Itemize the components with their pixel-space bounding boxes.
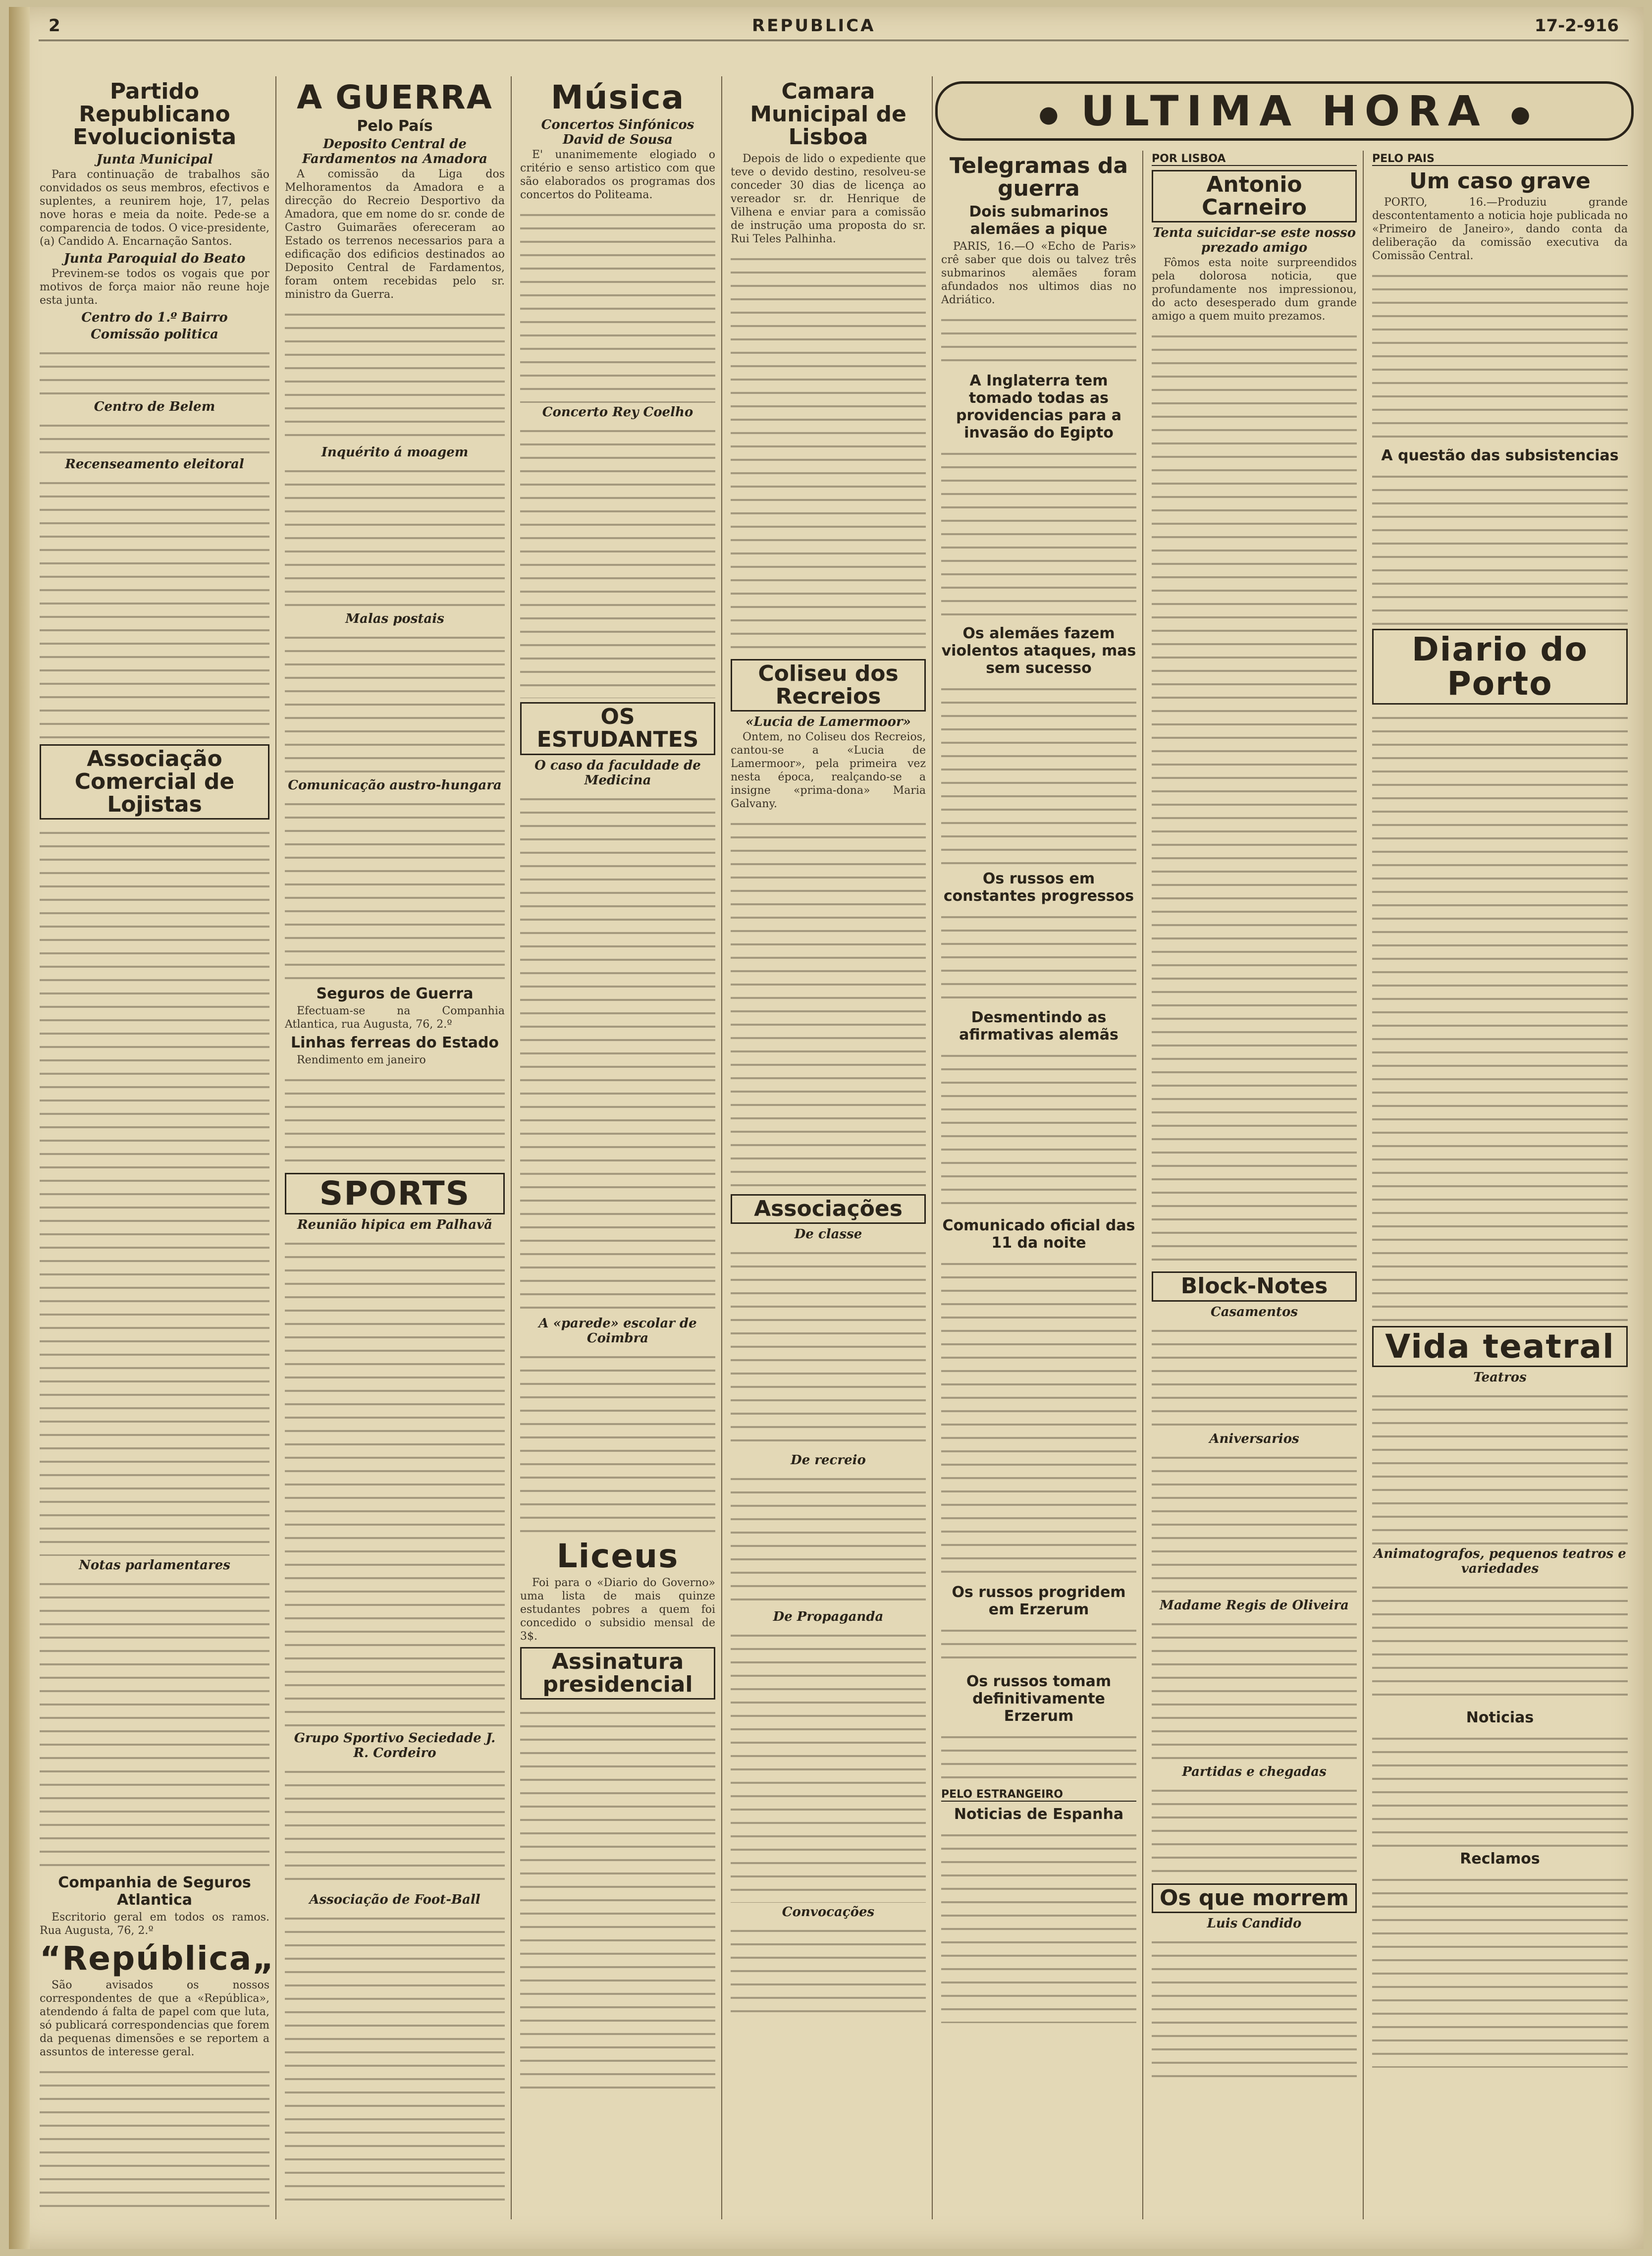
text-block (941, 1825, 1136, 2023)
theatre-headline: Vida teatral (1372, 1326, 1628, 1367)
subhead: Comissão politica (91, 327, 218, 342)
subhead: O caso da faculdade de Medicina (534, 758, 701, 788)
text-block (941, 907, 1136, 1006)
subhead: Os russos em constantes progressos (943, 870, 1134, 905)
article-text: PARIS, 16.—O «Echo de Paris» crê saber que dois ou talvez três submarinos alemães foram afundados nos ultimos dias no Adriático. (941, 240, 1136, 307)
subhead: A Inglaterra tem tomado todas as providencias para a invasão do Egipto (956, 372, 1121, 442)
subhead: Inquérito á moagem (321, 445, 469, 460)
article-text: Efectuam-se na Companhia Atlantica, rua Augusta, 76, 2.º (285, 1005, 505, 1031)
text-block (941, 310, 1136, 369)
text-block (285, 627, 505, 776)
subhead: Casamentos (1211, 1304, 1298, 1320)
text-block (731, 814, 926, 1190)
column-5 (935, 151, 1143, 2219)
subhead: De classe (794, 1227, 862, 1242)
liceus-headline: Liceus (556, 1537, 679, 1575)
article-headline: Associação Comercial de Lojistas (40, 744, 269, 820)
subhead: Madame Regis de Oliveira (1160, 1597, 1349, 1613)
associations-headline: Associações (731, 1194, 926, 1224)
newspaper-page (9, 7, 1644, 2249)
article-text: A comissão da Liga dos Melhoramentos da Amadora e a direcção do Recreio Desportivo da Amadora, que em nome do sr. conde de Castro Guimarães ofereceram ao Estado os terrenos necessarios para a edificação dos edificios destinados ao Deposito Central de Fardamentos, foram ontem recebidas pelo sr. ministro da Guerra. (285, 168, 505, 301)
text-block (1152, 1447, 1357, 1596)
text-block (285, 1233, 505, 1729)
council-headline: Camara Municipal de Lisboa (750, 79, 906, 150)
text-block (1372, 708, 1628, 1322)
text-block (941, 1254, 1136, 1581)
article-text: Escritorio geral em todos os ramos. Rua Augusta, 76, 2.º (40, 1911, 269, 1937)
subhead: Centro do 1.º Bairro (81, 310, 228, 325)
party-headline: Partido Republicano Evolucionista (72, 79, 237, 150)
subhead: De Propaganda (773, 1609, 884, 1625)
subhead: Associação de Foot-Ball (309, 1892, 480, 1907)
banner-title: ULTIMA HORA (1081, 87, 1488, 135)
text-block (520, 789, 715, 1314)
page-number: 2 (49, 16, 60, 36)
article-text: São avisados os nossos correspondentes de que a «República», atendendo á falta de papel com que luta, só publicará correspondencias que forem da pequenas dimensões e se reportem a assuntos de interesse geral. (40, 1979, 269, 2059)
column-2 (279, 76, 512, 2219)
page-binding-edge (9, 7, 30, 2249)
text-block (1372, 1728, 1628, 1847)
subhead: Convocações (782, 1905, 875, 1920)
subhead: Centro de Belem (94, 399, 215, 414)
text-block (40, 415, 269, 455)
article-text: Para continuação de trabalhos são convidados os seus membros, efectivos e suplentes, a reunirem hoje, 17, pelas nove horas e meia da noite. Pede-se a comparencia de todos. O vice-presidente, (a) Candido A. Encarnação Santos. (40, 168, 269, 248)
text-block (40, 1574, 269, 1871)
text-block (731, 249, 926, 655)
subhead: Noticias de Espanha (954, 1806, 1124, 1823)
subhead: Animatografos, pequenos teatros e variedades (1374, 1546, 1626, 1577)
text-block (285, 794, 505, 982)
text-block (941, 443, 1136, 622)
subhead: Os alemães fazem violentos ataques, mas sem sucesso (941, 625, 1136, 677)
article-text: Foi para o «Diario do Governo» uma lista de mais quinze estudantes pobres a quem foi concedido o subsidio mensal de 3$. (520, 1576, 715, 1643)
subhead: Desmentindo as afirmativas alemãs (959, 1009, 1119, 1044)
subhead: Reunião hipica em Palhavã (297, 1217, 493, 1232)
subhead: Tenta suicidar-se este nosso prezado amigo (1152, 225, 1356, 256)
obituary-headline: Os que morrem (1152, 1883, 1357, 1913)
text-block (40, 473, 269, 740)
subhead: Dois submarinos alemães a pique (969, 203, 1109, 238)
text-block (520, 1347, 715, 1535)
text-block (1152, 1614, 1357, 1762)
text-block (1372, 1386, 1628, 1544)
article-text: Ontem, no Coliseu dos Recreios, cantou-se a «Lucia de Lamermoor», pela primeira vez nesta época, realçando-se a insigne «prima-dona» Maria Galvany. (731, 730, 926, 810)
coliseu-headline: Coliseu dos Recreios (731, 659, 926, 712)
subhead: A «parede» escolar de Coimbra (538, 1316, 697, 1346)
article-text: PORTO, 16.—Produziu grande descontentamento a noticia hoje publicada no «Primeiro de Janeiro», dando conta da deliberação da comissão executiva da Comissão Central. (1372, 196, 1628, 263)
text-block (285, 1761, 505, 1890)
issue-date: 17-2-916 (1534, 16, 1619, 36)
subhead: Pelo País (357, 117, 433, 135)
section-label: PELO ESTRANGEIRO (941, 1788, 1136, 1802)
bullet-icon: ● (1038, 101, 1059, 128)
subhead: Seguros de Guerra (316, 985, 474, 1003)
text-block (941, 1620, 1136, 1670)
music-headline: Música (550, 78, 685, 116)
diario-porto-headline: Diario do Porto (1372, 629, 1628, 705)
column-7 (1366, 151, 1634, 2219)
signature-headline: Assinatura presidencial (520, 1647, 715, 1700)
subhead: Grupo Sportivo Seciedade J. R. Cordeiro (294, 1730, 496, 1761)
text-block (1152, 326, 1357, 1267)
subhead: Partidas e chegadas (1182, 1764, 1327, 1779)
column-3 (514, 76, 722, 2219)
text-block (941, 1727, 1136, 1786)
text-block (520, 205, 715, 403)
subhead: Deposito Central de Fardamentos na Amadora (302, 137, 487, 167)
subhead: Concertos Sinfónicos David de Sousa (541, 117, 694, 148)
column-6 (1146, 151, 1364, 2219)
text-block (731, 1921, 926, 2020)
text-block (1372, 266, 1628, 444)
text-block (1152, 1932, 1357, 2081)
text-block (1152, 1780, 1357, 1879)
grave-case-headline: Um caso grave (1409, 168, 1591, 194)
subhead: Linhas ferreas do Estado (290, 1034, 499, 1052)
subhead: Junta Paroquial do Beato (63, 251, 246, 266)
article-text: Depois de lido o expediente que teve o devido destino, resolveu-se conceder 30 dias de licença ao vereador sr. dr. Henrique de Vilhena e enviar para a comissão de instrução uma proposta do sr. Rui Teles Palhinha. (731, 152, 926, 245)
subhead: Aniversarios (1209, 1431, 1299, 1446)
text-block (941, 679, 1136, 867)
text-block (941, 1045, 1136, 1214)
article-text: Previnem-se todos os vogais que por motivos de força maior não reune hoje esta junta. (40, 267, 269, 307)
war-headline: A GUERRA (297, 78, 493, 116)
column-1 (34, 76, 276, 2219)
masthead-rule (39, 40, 1629, 41)
ultima-hora-banner (935, 81, 1634, 141)
column-4 (725, 76, 933, 2219)
carneiro-headline: Antonio Carneiro (1152, 170, 1357, 222)
subhead: «Lucia de Lamermoor» (746, 714, 911, 729)
subhead: Concerto Rey Coelho (542, 405, 693, 420)
article-text: Rendimento em janeiro (297, 1054, 426, 1067)
text-block (285, 304, 505, 443)
text-block (285, 1908, 505, 2205)
subhead: Comunicação austro-hungara (288, 778, 502, 793)
section-label: PELO PAIS (1372, 153, 1628, 166)
sports-headline: SPORTS (285, 1173, 505, 1214)
subhead: Reclamos (1460, 1850, 1540, 1868)
text-block (731, 1625, 926, 1903)
text-block (1372, 1870, 1628, 2068)
text-block (1152, 1321, 1357, 1430)
newspaper-name: REPUBLICA (752, 16, 876, 36)
subhead: A questão das subsistencias (1381, 447, 1619, 465)
text-block (285, 1070, 505, 1169)
text-block (40, 343, 269, 397)
text-block (1372, 1577, 1628, 1706)
text-block (1372, 466, 1628, 625)
subhead: Junta Municipal (96, 152, 213, 167)
text-block (520, 1703, 715, 2099)
text-block (520, 421, 715, 698)
subhead: Os russos progridem em Erzerum (952, 1584, 1126, 1619)
text-block (40, 823, 269, 1556)
article-text: Fômos esta noite surpreendidos pela dolorosa noticia, que profundamente nos impressionou, do acto desesperado dum grande amigo a quem muito prezamos. (1152, 257, 1357, 323)
subhead: Noticias (1466, 1709, 1534, 1727)
subhead: Malas postais (345, 611, 444, 627)
text-block (731, 1243, 926, 1451)
subhead: Teatros (1473, 1370, 1527, 1385)
block-notes-headline: Block-Notes (1152, 1271, 1357, 1301)
notice-headline: “República„ (40, 1939, 275, 1978)
telegrams-headline: Telegramas da guerra (949, 153, 1128, 202)
text-block (731, 1469, 926, 1607)
section-label: POR LISBOA (1152, 153, 1357, 166)
text-block (285, 461, 505, 609)
subhead: Notas parlamentares (79, 1558, 230, 1573)
subhead: Recenseamento eleitoral (65, 456, 244, 472)
masthead (39, 16, 1629, 46)
text-block (40, 2062, 269, 2210)
subhead: De recreio (791, 1453, 866, 1468)
subhead: Luis Candido (1207, 1916, 1302, 1931)
subhead: Os russos tomam definitivamente Erzerum (966, 1673, 1112, 1725)
subhead: Comunicado oficial das 11 da noite (942, 1217, 1135, 1252)
article-text: E' unanimemente elogiado o critério e senso artistico com que são elaborados os programas dos concertos do Politeama. (520, 149, 715, 202)
bullet-icon: ● (1510, 101, 1531, 128)
subhead: Companhia de Seguros Atlantica (58, 1874, 251, 1909)
students-headline: OS ESTUDANTES (520, 702, 715, 755)
